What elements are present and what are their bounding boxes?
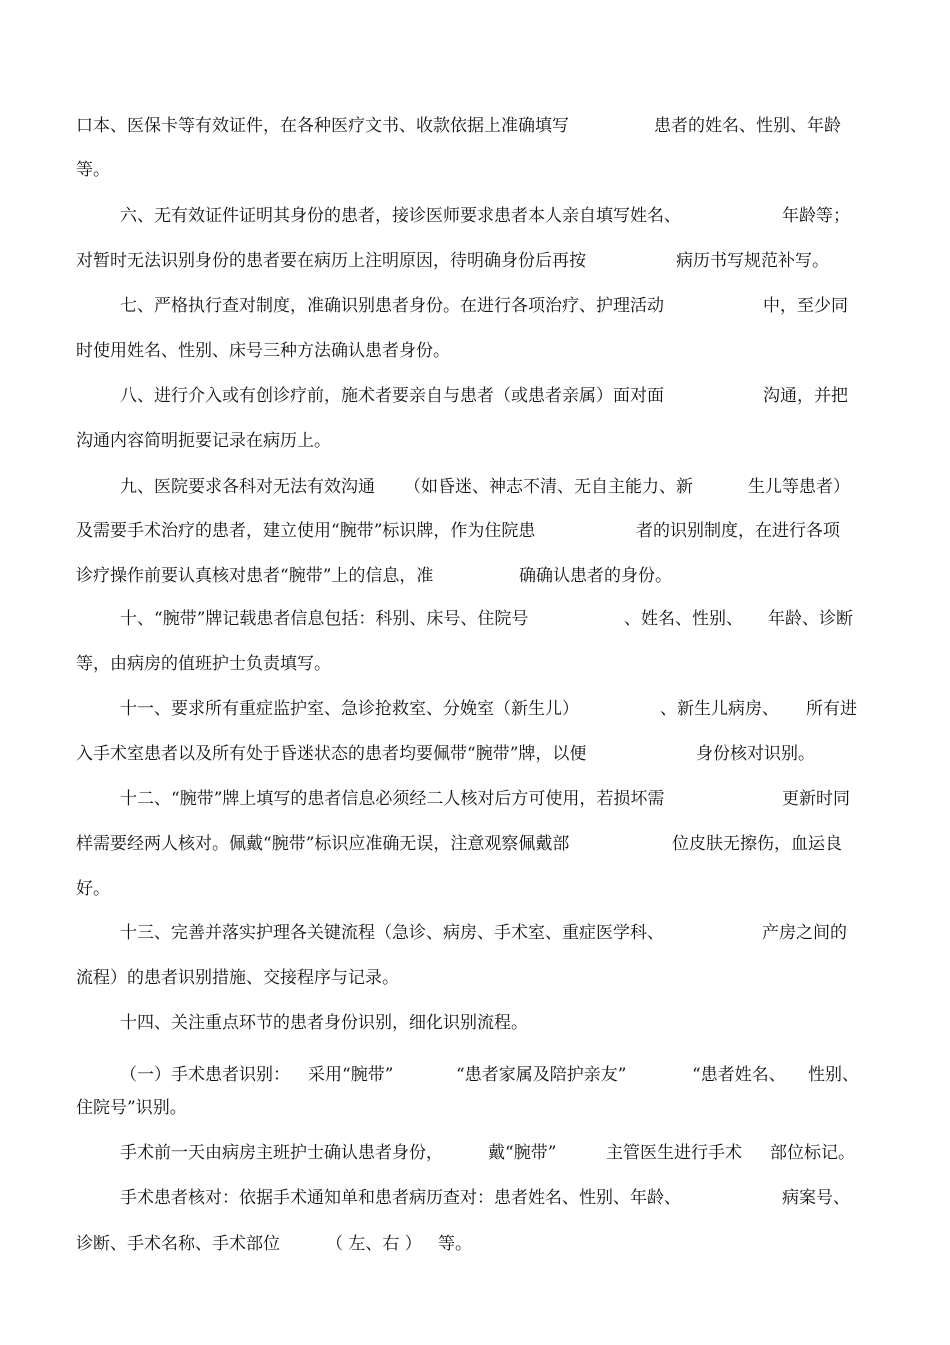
- text-segment: 、新生儿病房、: [660, 699, 779, 719]
- text-segment: 戴“腕带”: [488, 1143, 557, 1163]
- text-segment: 者的识别制度，在进行各项: [636, 521, 840, 541]
- text-segment: 十、“腕带”牌记载患者信息包括：科别、床号、住院号: [120, 609, 529, 629]
- text-segment: 等。: [76, 160, 110, 180]
- text-segment: 九、医院要求各科对无法有效沟通: [120, 477, 375, 497]
- text-segment: 入手术室患者以及所有处于昏迷状态的患者均要佩带“腕带”牌，以便: [76, 744, 587, 764]
- text-segment: 更新时同: [782, 789, 850, 809]
- text-segment: 病案号、: [782, 1188, 850, 1208]
- text-segment: 时使用姓名、性别、床号三种方法确认患者身份。: [76, 341, 450, 361]
- text-segment: 十三、完善并落实护理各关键流程（急诊、病房、手术室、重症医学科、: [120, 923, 664, 943]
- text-segment: 样需要经两人核对。佩戴“腕带”标识应准确无误，注意观察佩戴部: [76, 834, 570, 854]
- text-segment: 产房之间的: [762, 923, 847, 943]
- text-segment: 等，由病房的值班护士负责填写。: [76, 654, 331, 674]
- text-segment: 所有进: [806, 699, 857, 719]
- text-segment: 确确认患者的身份。: [519, 566, 672, 586]
- text-segment: 性别、: [808, 1065, 859, 1085]
- text-segment: 诊断、手术名称、手术部位: [76, 1234, 280, 1254]
- text-segment: 位皮肤无擦伤，血运良: [672, 834, 842, 854]
- text-segment: 年龄等；: [782, 206, 850, 226]
- text-segment: 患者的姓名、性别、年龄: [654, 116, 841, 136]
- text-segment: 手术前一天由病房主班护士确认患者身份，: [120, 1143, 443, 1163]
- text-segment: 手术患者核对：依据手术通知单和患者病历查对：患者姓名、性别、年龄、: [120, 1188, 681, 1208]
- text-segment: 、姓名、性别、: [624, 609, 743, 629]
- text-segment: 好。: [76, 879, 110, 899]
- text-segment: 对暂时无法识别身份的患者要在病历上注明原因，待明确身份后再按: [76, 251, 586, 271]
- text-segment: 八、进行介入或有创诊疗前，施术者要亲自与患者（或患者亲属）面对面: [120, 386, 664, 406]
- text-segment: 主管医生进行手术: [606, 1143, 742, 1163]
- text-segment: 年龄、诊断: [768, 609, 853, 629]
- text-segment: （ 左、右 ）: [326, 1234, 422, 1254]
- text-segment: （一）手术患者识别：: [120, 1065, 290, 1085]
- text-segment: 部位标记。: [770, 1143, 855, 1163]
- text-segment: 口本、医保卡等有效证件，在各种医疗文书、收款依据上准确填写: [76, 116, 569, 136]
- text-segment: 及需要手术治疗的患者，建立使用“腕带”标识牌，作为住院患: [76, 521, 536, 541]
- text-segment: 沟通，并把: [763, 386, 848, 406]
- text-segment: 住院号”识别。: [76, 1098, 187, 1118]
- text-segment: 流程）的患者识别措施、交接程序与记录。: [76, 968, 399, 988]
- text-segment: 诊疗操作前要认真核对患者“腕带”上的信息，准: [76, 566, 434, 586]
- text-segment: 采用“腕带”: [308, 1065, 394, 1085]
- text-segment: 中，至少同: [763, 296, 848, 316]
- text-segment: 等。: [438, 1234, 472, 1254]
- text-segment: 七、严格执行查对制度，准确识别患者身份。在进行各项治疗、护理活动: [120, 296, 664, 316]
- text-segment: 身份核对识别。: [696, 744, 815, 764]
- text-segment: 六、无有效证件证明其身份的患者，接诊医师要求患者本人亲自填写姓名、: [120, 206, 681, 226]
- text-segment: 十四、关注重点环节的患者身份识别，细化识别流程。: [120, 1013, 528, 1033]
- text-segment: 十一、要求所有重症监护室、急诊抢救室、分娩室（新生儿）: [120, 699, 579, 719]
- text-segment: 生儿等患者）: [748, 477, 850, 497]
- text-segment: “患者姓名、: [692, 1065, 786, 1085]
- text-segment: 病历书写规范补写。: [676, 251, 829, 271]
- text-segment: 十二、“腕带”牌上填写的患者信息必须经二人核对后方可使用，若损坏需: [120, 789, 665, 809]
- text-segment: “患者家属及陪护亲友”: [456, 1065, 627, 1085]
- text-segment: （如昏迷、神志不清、无自主能力、新: [404, 477, 693, 497]
- text-segment: 沟通内容简明扼要记录在病历上。: [76, 431, 331, 451]
